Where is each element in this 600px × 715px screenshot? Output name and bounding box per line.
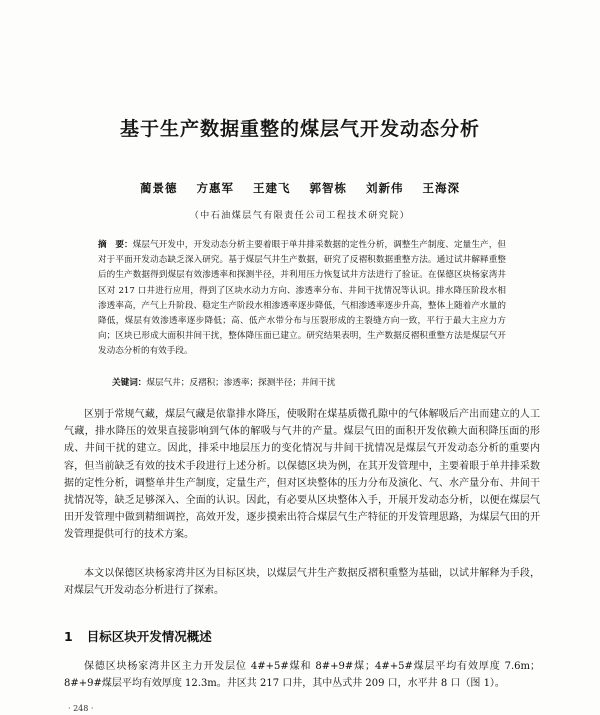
keywords: [112, 376, 506, 390]
section-paragraph-1: 保德区块杨家湾井区主力开发层位 4#+5#煤和 8#+9#煤；4#+5#煤层平均有效厚度 7.6m；8#+9#煤层平均有效厚度 12.3m。井区共 217 口井，其中丛式井 209 口，水平井 8 口（图 1）。: [64, 661, 540, 690]
abstract-label: 摘 要：: [98, 240, 133, 250]
abstract-text: 煤层气开发中，开发动态分析主要着眼于单井排采数据的定性分析，调整生产制度、定量生产，但对于平面开发动态缺乏深入研究。基于煤层气井生产数据，研究了反褶积数据重整方法。通过试井解释重整后的生产数据得到煤层有效渗透率和探测半径，并利用压力恢复试井方法进行了验证。在保德区块杨家湾井区对 217 口井进行应用，得到了区块水动力方向、渗透率分布、井间干扰情况等认识。排水降压阶段水相渗透率高，产气上升阶段、稳定生产阶段水相渗透率逐步降低，气相渗透率逐步升高，整体上随着产水量的降低，煤层有效渗透率逐步降低；高、低产水带分布与压裂形成的主裂缝方向一致，平行于最大主应力方向；区块已形成大面积井间干扰，整体降压面已建立。研究结果表明，生产数据反褶积重整方法是煤层气开发动态分析的有效手段。: [98, 240, 506, 357]
abstract: [98, 238, 506, 360]
keywords-label: 关键词：: [112, 378, 147, 388]
keywords-text: 煤层气井；反褶积；渗透率；探测半径；井间干扰: [146, 378, 336, 388]
section-heading: [64, 627, 540, 645]
section-number: 1: [64, 629, 73, 644]
intro-paragraph-2: 本文以保德区块杨家湾井区为目标区块，以煤层气井生产数据反褶积重整为基础，以试井解释为手段，对煤层气开发动态分析进行了探索。: [64, 568, 540, 597]
author-affiliation: （中石油煤层气有限责任公司工程技术研究院）: [189, 211, 411, 221]
paper-title: 基于生产数据重整的煤层气开发动态分析: [119, 118, 480, 140]
section-title: 目标区块开发情况概述: [86, 629, 212, 644]
author-list: 蔺景德 方惠军 王建飞 郭智栋 刘新伟 王海深: [139, 181, 461, 195]
intro-paragraph-1: 区别于常规气藏，煤层气藏是依靠排水降压，使吸附在煤基质微孔隙中的气体解吸后产出而建立的人工气藏，排水降压的效果直接影响到气体的解吸与气井的产量。煤层气田的面积开发依赖大面积降压面的形成、井间干扰的建立。因此，排采中地层压力的变化情况与井间干扰情况是煤层气开发动态分析的重要内容，但当前缺乏有效的技术手段进行上述分析。以保德区块为例，在其开发管理中，主要着眼于单井排采数据的定性分析，调整单井生产制度，定量生产，但对区块整体的压力分布及演化、气、水产量分布、井间干扰情况等，缺乏足够深入、全面的认识。因此，有必要从区块整体入手，开展开发动态分析，以便在煤层气田开发管理中做到精细调控，高效开发，逐步摸索出符合煤层气生产特征的开发管理思路，为煤层气田的开发管理提供可行的技术方案。: [64, 409, 540, 541]
page-number: · 248 ·: [68, 704, 94, 713]
